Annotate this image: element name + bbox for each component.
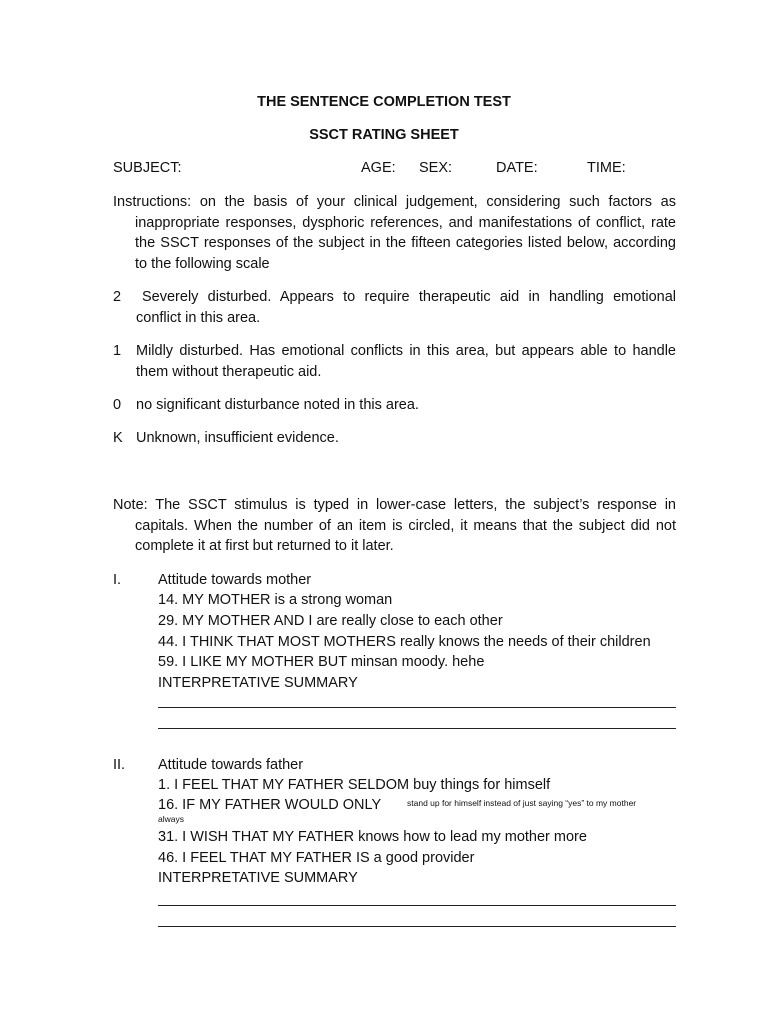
section-numeral: I. — [113, 572, 122, 588]
summary-label: INTERPRETATIVE SUMMARY — [158, 675, 358, 691]
list-item: 16. IF MY FATHER WOULD ONLY — [158, 797, 382, 813]
scale-description: no significant disturbance noted in this area. — [136, 397, 419, 413]
scale-code: 2 — [113, 289, 122, 305]
scale-code: 1 — [113, 343, 122, 359]
subject-field-label: SUBJECT: — [113, 160, 182, 176]
item-response-small: stand up for himself instead of just saying “yes” to my mother — [407, 798, 637, 808]
list-item: 59. I LIKE MY MOTHER BUT minsan moody. hehe — [158, 654, 485, 670]
section-heading: Attitude towards father — [158, 757, 304, 773]
item-response-small-continued: always — [158, 814, 184, 824]
summary-label: INTERPRETATIVE SUMMARY — [158, 870, 358, 886]
document-title: THE SENTENCE COMPLETION TEST — [257, 94, 511, 110]
time-field-label: TIME: — [587, 160, 626, 176]
date-field-label: DATE: — [496, 160, 538, 176]
scale-code: 0 — [113, 397, 122, 413]
list-item: 44. I THINK THAT MOST MOTHERS really knows the needs of their children — [158, 634, 651, 650]
document-subtitle: SSCT RATING SHEET — [309, 127, 459, 143]
list-item: 1. I FEEL THAT MY FATHER SELDOM buy things for himself — [158, 777, 551, 793]
instructions-paragraph: Instructions: on the basis of your clinical judgement, considering such factors as inappropriate responses, dysphoric references, and manifestations of conflict, rate the SSCT responses of the subject in the fifteen categories listed below, according to the following scale — [113, 194, 676, 272]
scale-description: Severely disturbed. Appears to require therapeutic aid in handling emotional conflict in this area. — [136, 289, 676, 326]
scale-description: Mildly disturbed. Has emotional conflicts in this area, but appears able to handle them without therapeutic aid. — [136, 343, 676, 380]
summary-blank-line — [158, 926, 676, 927]
list-item: 46. I FEEL THAT MY FATHER IS a good provider — [158, 850, 475, 866]
section-numeral: II. — [113, 757, 126, 773]
summary-blank-line — [158, 905, 676, 906]
scale-code: K — [113, 430, 123, 446]
list-item: 31. I WISH THAT MY FATHER knows how to lead my mother more — [158, 829, 587, 845]
age-field-label: AGE: — [361, 160, 396, 176]
scale-description: Unknown, insufficient evidence. — [136, 430, 339, 446]
note-paragraph: Note: The SSCT stimulus is typed in lower-case letters, the subject’s response in capitals. When the number of an item is circled, it means that the subject did not complete it at first but returned to it later. — [113, 497, 676, 554]
list-item: 29. MY MOTHER AND I are really close to each other — [158, 613, 503, 629]
list-item: 14. MY MOTHER is a strong woman — [158, 592, 393, 608]
summary-blank-line — [158, 728, 676, 729]
summary-blank-line — [158, 707, 676, 708]
section-heading: Attitude towards mother — [158, 572, 312, 588]
sex-field-label: SEX: — [419, 160, 453, 176]
